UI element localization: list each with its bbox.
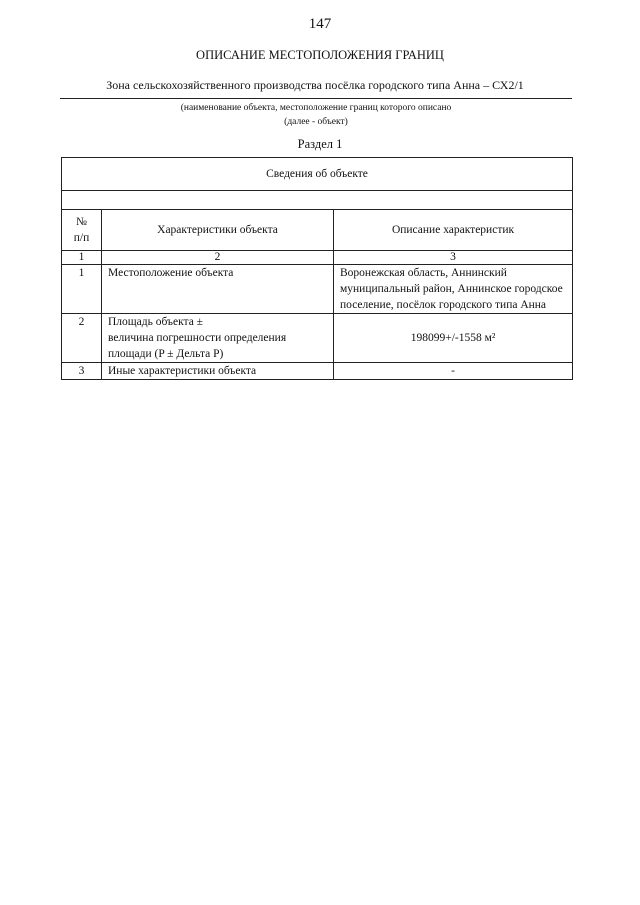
- table-header-row: [62, 158, 573, 191]
- column-number: 1: [62, 251, 102, 265]
- page-number: 147: [308, 16, 332, 32]
- object-name: Зона сельскохозяйственного производства посёлка городского типа Анна – СХ2/1: [106, 78, 524, 92]
- row-characteristic: Иные характеристики объекта: [102, 363, 334, 380]
- column-header-row: [62, 210, 573, 251]
- section-title: Раздел 1: [297, 137, 343, 151]
- row-description: Воронежская область, Аннинский муниципальный район, Аннинское городское поселение, посёлок городского типа Анна: [334, 265, 573, 314]
- document-title: ОПИСАНИЕ МЕСТОПОЛОЖЕНИЯ ГРАНИЦ: [196, 48, 444, 62]
- column-number-row: [62, 251, 573, 265]
- row-characteristic: Площадь объекта ± величина погрешности определения площади (P ± Дельта P): [102, 314, 334, 363]
- object-info-table: [61, 157, 573, 380]
- table-row: [62, 265, 573, 314]
- table-spacer: [62, 191, 573, 210]
- table-header: Сведения об объекте: [62, 158, 573, 191]
- table-row: [62, 314, 573, 363]
- row-number: 2: [62, 314, 102, 363]
- object-caption-line1: (наименование объекта, местоположение границ которого описано: [180, 103, 452, 113]
- column-number: 3: [334, 251, 573, 265]
- row-description: -: [334, 363, 573, 380]
- object-name-underline: [60, 98, 572, 99]
- column-header-description: Описание характеристик: [334, 210, 573, 251]
- object-caption-line2: (далее - объект): [284, 117, 348, 127]
- table-spacer-row: [62, 191, 573, 210]
- row-number: 1: [62, 265, 102, 314]
- table-row: [62, 363, 573, 380]
- row-number: 3: [62, 363, 102, 380]
- column-number: 2: [102, 251, 334, 265]
- column-header-characteristic: Характеристики объекта: [102, 210, 334, 251]
- row-description: 198099+/-1558 м²: [334, 314, 573, 363]
- row-characteristic: Местоположение объекта: [102, 265, 334, 314]
- column-header-number: № п/п: [62, 210, 102, 251]
